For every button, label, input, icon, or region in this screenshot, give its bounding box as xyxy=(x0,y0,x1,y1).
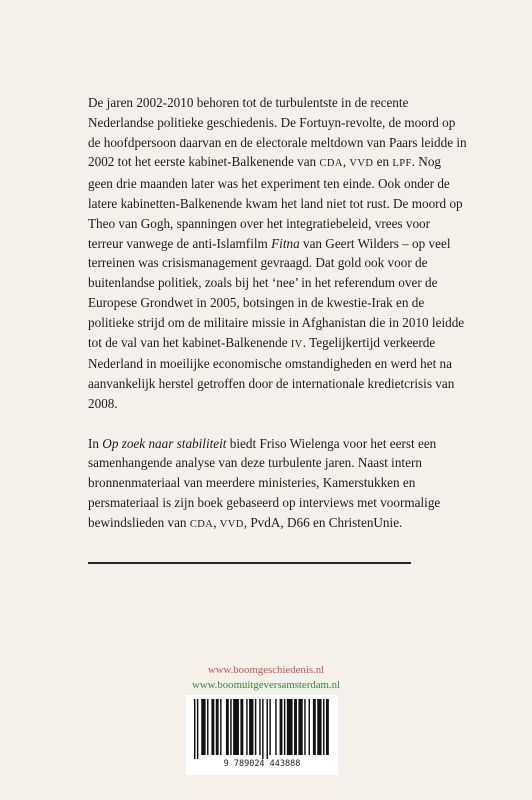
isbn-number: 9 789024 443888 xyxy=(223,759,301,769)
barcode-bar xyxy=(211,699,214,755)
barcode-bar xyxy=(249,699,253,755)
party-abbrev: VVD xyxy=(349,158,374,170)
barcode-bar xyxy=(255,699,256,755)
blurb-text-run: biedt Friso Wielenga voor het eerst een samenhangende analyse van deze turbulente jaren. Naast intern bronnenmateriaal van meerdere ministeries, Kamerstukken en persmateriaal is zijn boek gebaseerd op interviews met voormalige bewindslieden van xyxy=(88,435,441,530)
party-abbrev: LPF xyxy=(392,158,412,170)
barcode-bar xyxy=(304,699,305,755)
barcode-bar xyxy=(275,699,276,755)
blurb-text-run: , PvdA, D66 en ChristenUnie. xyxy=(243,514,403,530)
barcode-bar xyxy=(197,699,198,759)
barcode-bar xyxy=(294,699,297,755)
party-abbrev: VVD xyxy=(219,518,244,530)
blurb-text xyxy=(88,93,468,535)
barcode-bar xyxy=(313,699,316,755)
blurb-text-run: De jaren 2002-2010 behoren tot de turbulentste in de recente Nederlandse politieke geschiedenis. De Fortuyn-revolte, de moord op de hoofdpersoon daarvan en de electorale meltdown van Paars leidde in 2002 tot het eerste kabinet-Balkenende van xyxy=(88,95,467,170)
barcode-bar xyxy=(226,699,229,755)
barcode-bar xyxy=(240,699,243,755)
barcode-bar xyxy=(287,699,293,755)
cabinet-number: IV xyxy=(290,338,303,350)
url-boomgeschiedenis[interactable]: www.boomgeschiedenis.nl xyxy=(207,664,325,676)
barcode-bar xyxy=(207,699,208,755)
barcode-bar xyxy=(309,699,310,755)
divider-rule xyxy=(88,562,411,564)
barcode-bar xyxy=(233,699,239,755)
url-boomuitgevers[interactable]: www.boomuitgeversamsterdam.nl xyxy=(191,679,341,691)
blurb-text-run: In xyxy=(88,435,103,451)
blurb-text-run: . Nog geen drie maanden later was het experiment ten einde. Ook onder de latere kabinetten-Balkenende kwam het land niet tot rust. De moord op Theo van Gogh, spanningen over het integratiebeleid, vrees voor terreur vanwege de anti-Islamfilm xyxy=(88,154,463,251)
blurb-text-run: . Tegelijkertijd verkeerde Nederland in moeilijke economische omstandigheden en werd het na aanvankelijk herstel getroffen door de internationale kredietcrisis van 2008. xyxy=(88,334,455,411)
barcode-bar xyxy=(269,699,270,755)
blurb-paragraph-2 xyxy=(88,434,468,535)
party-abbrev: CDA xyxy=(189,518,214,530)
barcode-bar xyxy=(326,699,329,755)
barcode-bar xyxy=(216,699,219,755)
barcode-bar xyxy=(323,699,324,755)
barcode-bar xyxy=(317,699,321,755)
barcode-bar xyxy=(280,699,283,755)
barcode xyxy=(186,695,338,775)
blurb-text-run: , xyxy=(342,154,350,170)
barcode-bar xyxy=(259,699,260,755)
barcode-bar xyxy=(267,699,268,759)
publisher-links xyxy=(0,663,532,693)
blurb-text-run: , xyxy=(213,514,220,530)
barcode-bar xyxy=(298,699,302,755)
barcode-bar xyxy=(262,699,263,759)
barcode-bar xyxy=(246,699,247,755)
blurb-text-run: van Geert Wilders – op veel terreinen was crisismanagement gevraagd. Dat gold ook voor de buitenlandse politiek, zoals bij het ‘nee’ in het referendum over de Europese Grondwet in 2005, botsingen in de kwestie-Irak en de politieke strijd om de militaire missie in Afghanistan die in 2010 leidde tot de val van het kabinet-Balkenende xyxy=(88,235,465,350)
barcode-bar xyxy=(194,699,195,759)
book-title: Op zoek naar stabiliteit xyxy=(102,435,227,451)
blurb-paragraph-1 xyxy=(88,93,468,414)
barcode-bar xyxy=(201,699,205,755)
party-abbrev: CDA xyxy=(319,158,343,170)
barcode-bars xyxy=(186,695,338,761)
barcode-bar xyxy=(230,699,231,755)
film-title: Fitna xyxy=(271,235,300,251)
blurb-text-run: en xyxy=(373,154,393,170)
barcode-bar xyxy=(220,699,221,755)
barcode-bar xyxy=(284,699,285,755)
